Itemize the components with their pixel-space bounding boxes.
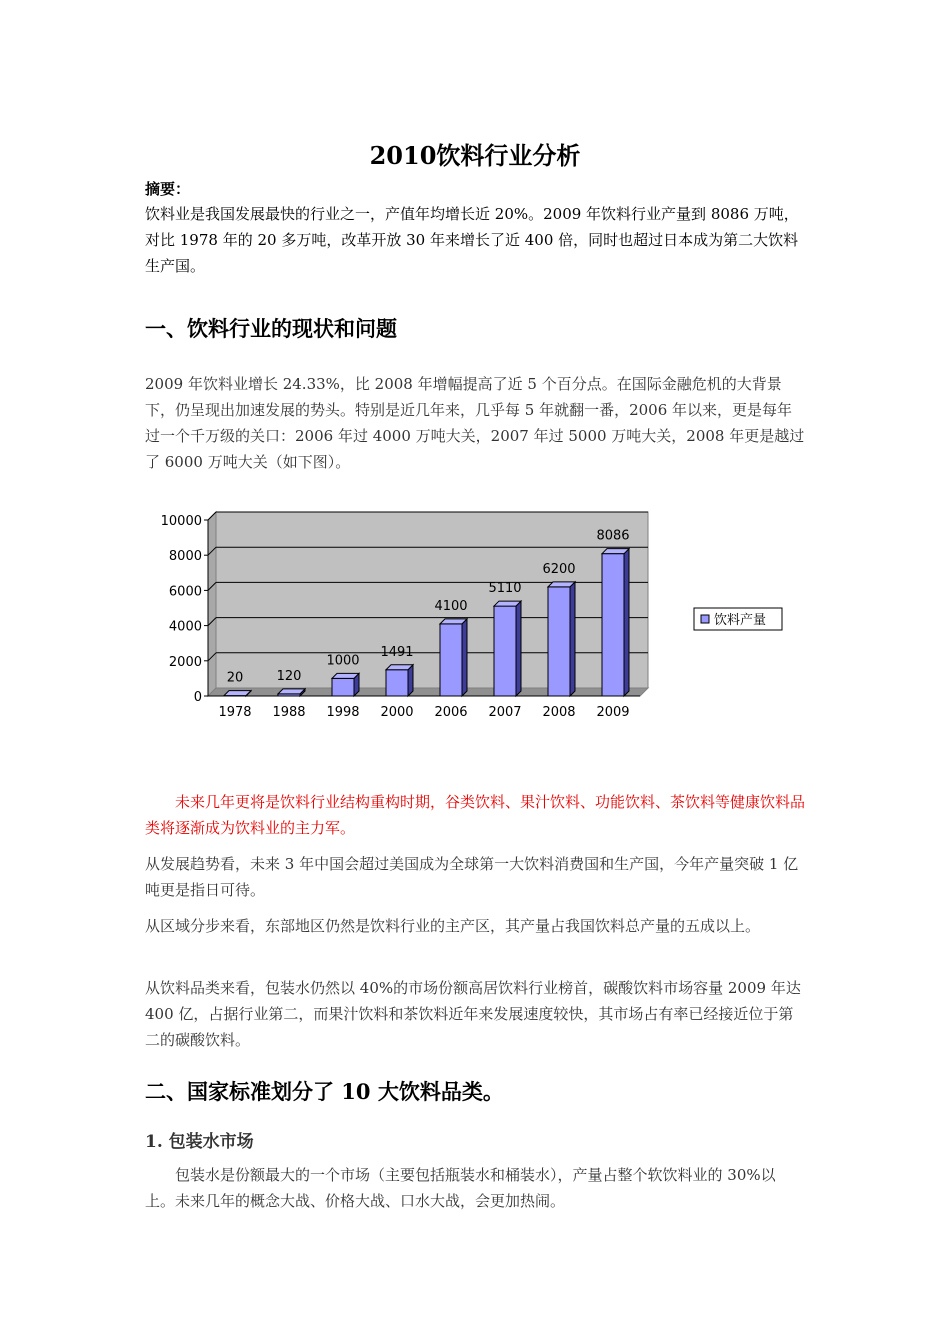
chart-side-wall xyxy=(208,512,216,696)
bar-top xyxy=(386,665,413,670)
data-label: 20 xyxy=(226,670,244,686)
x-tick-label: 2007 xyxy=(488,705,522,720)
x-tick-label: 1998 xyxy=(326,705,360,720)
red-paragraph: 未来几年更将是饮料行业结构重构时期，谷类饮料、果汁饮料、功能饮料、茶饮料等健康饮料品类将逐渐成为饮料业的主力军。 xyxy=(145,793,806,837)
bar xyxy=(494,606,516,696)
data-label: 4100 xyxy=(434,598,468,614)
data-label: 8086 xyxy=(596,528,630,544)
bar xyxy=(440,624,462,696)
bar xyxy=(602,554,624,696)
bar xyxy=(332,678,354,696)
section1-intro: 2009 年饮料业增长 24.33%，比 2008 年增幅提高了近 5 个百分点。在国际金融危机的大背景下，仍呈现出加速发展的势头。特别是近几年来，几乎每 5 年就翻一番，2006 年以来，更是每年过一个千万级的关口：2006 年过 4000 万吨大关，2007 年过 5000 万吨大关，2008 年更是越过了 6000 万吨大关（如下图）。 xyxy=(145,375,805,471)
section1-heading: 一、饮料行业的现状和问题 xyxy=(145,316,397,341)
abstract-label: 摘要： xyxy=(145,180,191,198)
bar xyxy=(548,587,570,696)
y-tick-label: 6000 xyxy=(168,584,202,600)
legend-label: 饮料产量 xyxy=(714,613,767,628)
production-bar-chart xyxy=(150,500,790,730)
region-paragraph: 从区域分步来看，东部地区仍然是饮料行业的主产区，其产量占我国饮料总产量的五成以上。 xyxy=(145,917,761,935)
bar-top xyxy=(332,673,359,678)
x-tick-label: 2009 xyxy=(596,705,630,720)
x-tick-label: 1988 xyxy=(272,705,306,720)
data-label: 6200 xyxy=(542,561,576,577)
subsection1-text: 包装水是份额最大的一个市场（主要包括瓶装水和桶装水），产量占整个软饮料业的 30%以上。未来几年的概念大战、价格大战、口水大战，会更加热闹。 xyxy=(145,1166,776,1210)
bar-side xyxy=(570,582,575,696)
bar-side xyxy=(462,619,467,696)
trend-paragraph: 从发展趋势看，未来 3 年中国会超过美国成为全球第一大饮料消费国和生产国，今年产量突破 1 亿吨更是指日可待。 xyxy=(145,855,799,899)
chart-floor xyxy=(208,688,648,696)
y-tick-label: 0 xyxy=(193,690,202,705)
category-paragraph: 从饮料品类来看，包装水仍然以 40%的市场份额高居饮料行业榜首，碳酸饮料市场容量 2009 年达 400 亿，占据行业第二，而果汁饮料和茶饮料近年来发展速度较快，其市场占有率已经接近位于第二的碳酸饮料。 xyxy=(145,979,801,1049)
data-label: 1000 xyxy=(326,653,360,669)
bar-top xyxy=(440,619,467,624)
data-label: 120 xyxy=(276,668,302,684)
x-tick-label: 2008 xyxy=(542,705,576,720)
y-tick-label: 8000 xyxy=(168,549,202,565)
y-tick-label: 4000 xyxy=(168,619,202,635)
document-title: 2010饮料行业分析 xyxy=(369,141,581,170)
bar-side xyxy=(624,549,629,696)
x-tick-label: 1978 xyxy=(218,705,252,720)
y-tick-label: 10000 xyxy=(160,514,202,529)
bar-side xyxy=(516,601,521,696)
bar-top xyxy=(602,549,629,554)
abstract-text: 饮料业是我国发展最快的行业之一，产值年均增长近 20%。2009 年饮料行业产量到 8086 万吨，对比 1978 年的 20 多万吨，改革开放 30 年来增长了近 400 倍，同时也超过日本成为第二大饮料生产国。 xyxy=(145,205,799,275)
bar-top xyxy=(548,582,575,587)
bar xyxy=(386,670,408,696)
chart-plot-area xyxy=(216,512,648,688)
section2-heading: 二、国家标准划分了 10 大饮料品类。 xyxy=(145,1079,504,1104)
data-label: 1491 xyxy=(380,644,414,660)
data-label: 5110 xyxy=(488,581,522,597)
bar-top xyxy=(494,601,521,606)
x-tick-label: 2006 xyxy=(434,705,468,720)
legend-swatch xyxy=(701,615,709,623)
y-tick-label: 2000 xyxy=(168,654,202,670)
bar-top xyxy=(278,689,305,694)
subsection1-heading: 1. 包装水市场 xyxy=(145,1132,254,1152)
bar-top xyxy=(224,691,251,696)
x-tick-label: 2000 xyxy=(380,705,414,720)
